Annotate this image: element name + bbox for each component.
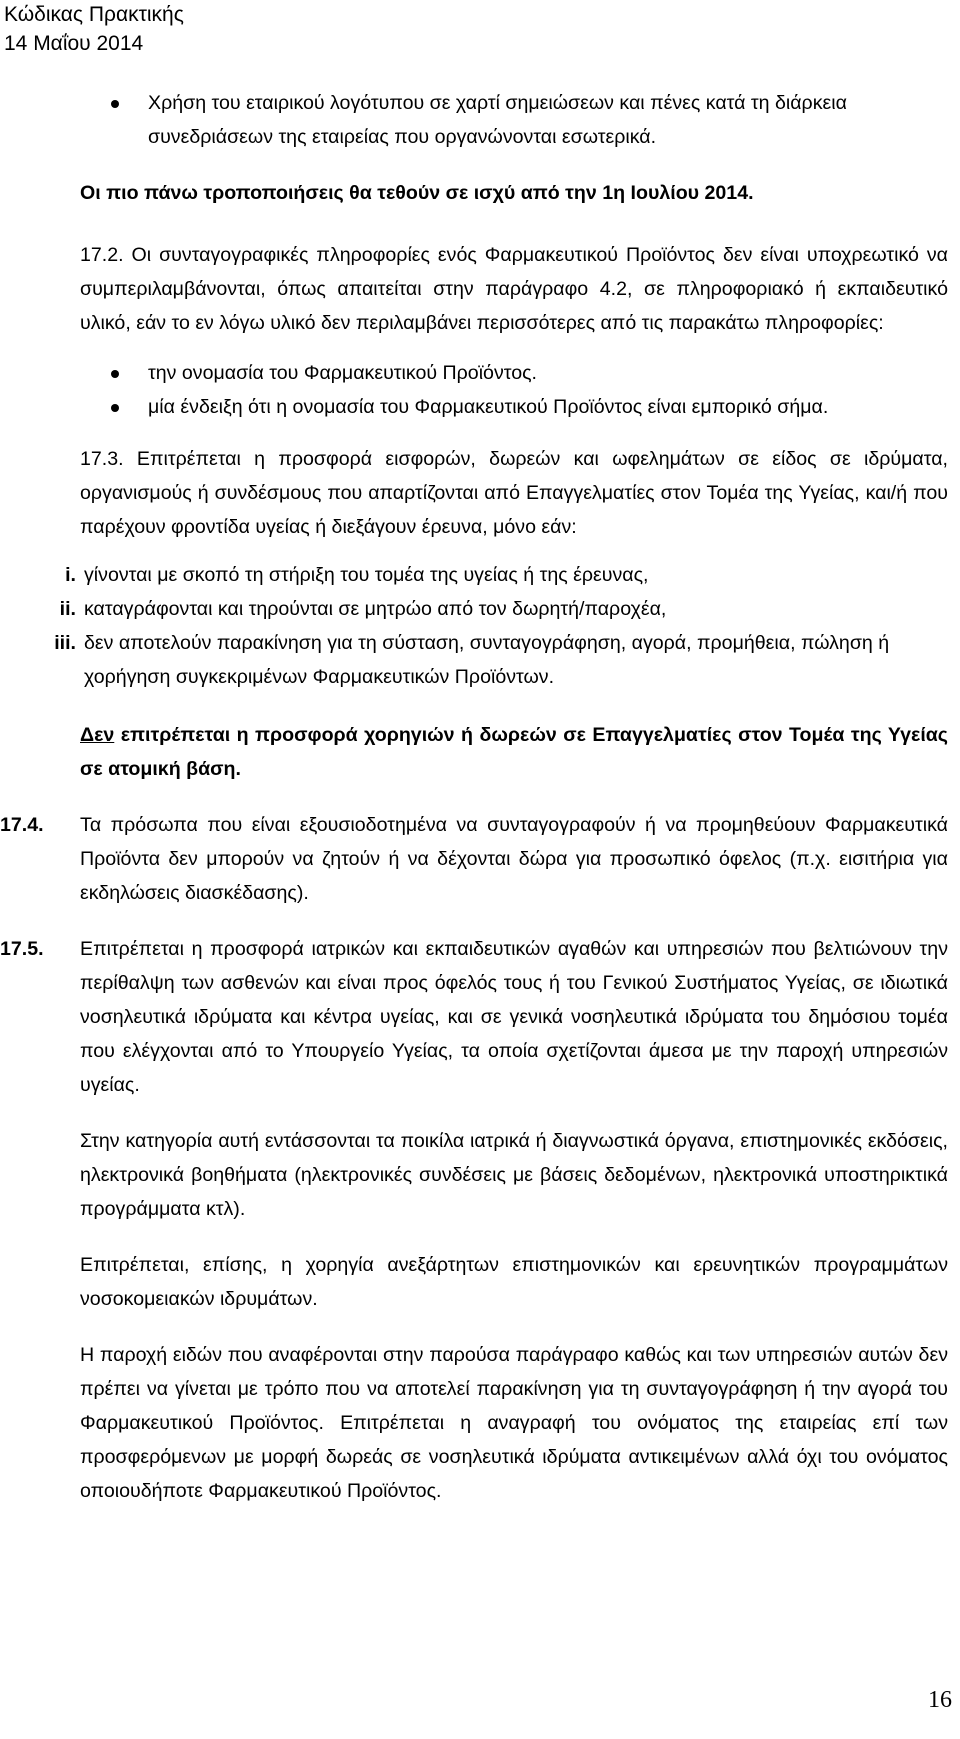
list-item: Χρήση του εταιρικού λογότυπου σε χαρτί σημειώσεων και πένες κατά τη διάρκεια συνεδριάσεων της εταιρείας που οργανώνονται εσωτερικά. xyxy=(80,86,948,154)
bullet-icon xyxy=(111,100,119,108)
section-17-3-text: 17.3. Επιτρέπεται η προσφορά εισφορών, δωρεών και ωφελημάτων σε είδος σε ιδρύματα, οργανισμούς ή συνδέσμους που απαρτίζονται από Επαγγελματίες στον Τομέα της Υγείας, και/ή που παρέχουν φροντίδα υγείας ή διεξάγουν έρευνα, μόνο εάν: xyxy=(80,448,948,538)
section-17-5 xyxy=(0,932,948,1508)
bullet-icon xyxy=(111,370,119,378)
list-item: ii. καταγράφονται και τηρούνται σε μητρώο από τον δωρητή/παροχέα, xyxy=(80,592,948,626)
section-number: 17.4. xyxy=(0,814,44,836)
section-17-5-paragraph: Στην κατηγορία αυτή εντάσσονται τα ποικίλα ιατρικά ή διαγνωστικά όργανα, επιστημονικές εκδόσεις, ηλεκτρονικά βοηθήματα (ηλεκτρονικές συνδέσεις με βάσεις δεδομένων, ηλεκτρονικά υποστηρικτικά προγράμματα κτλ). xyxy=(80,1130,948,1220)
list-item: την ονομασία του Φαρμακευτικού Προϊόντος. xyxy=(80,356,948,390)
effective-date-notice: Οι πιο πάνω τροποποιήσεις θα τεθούν σε ισχύ από την 1η Ιουλίου 2014. xyxy=(80,182,754,204)
section-17-3-conditions xyxy=(54,558,948,694)
list-number: iii. xyxy=(54,632,76,654)
list-number: ii. xyxy=(59,598,76,620)
section-17-4-text: Τα πρόσωπα που είναι εξουσιοδοτημένα να συνταγογραφούν ή να προμηθεύουν Φαρμακευτικά Προϊόντα δεν μπορούν να ζητούν ή να δέχονται δώρα για προσωπικό όφελος (π.χ. εισιτήρια για εκδηλώσεις διασκέδασης). xyxy=(80,814,948,904)
list-item: μία ένδειξη ότι η ονομασία του Φαρμακευτικού Προϊόντος είναι εμπορικό σήμα. xyxy=(80,390,948,424)
list-number: i. xyxy=(65,564,76,586)
section-17-5-paragraph: Η παροχή ειδών που αναφέρονται στην παρούσα παράγραφο καθώς και των υπηρεσιών αυτών δεν πρέπει να γίνεται με τρόπο που να αποτελεί παρακίνηση για τη συνταγογράφηση ή την αγορά του Φαρμακευτικού Προϊόντος. Επιτρέπεται η αναγραφή του ονόματος της εταιρείας επί των προσφερόμενων με μορφή δωρεάς σε νοσηλευτικά ιδρύματα αντικειμένων αλλά όχι του ονόματος οποιουδήποτε Φαρμακευτικού Προϊόντος. xyxy=(80,1344,948,1502)
logo-bullet-list xyxy=(80,86,948,154)
document-title: Κώδικας Πρακτικής xyxy=(4,3,184,26)
prohibition-underlined-word: Δεν xyxy=(80,724,115,746)
section-number: 17.5. xyxy=(0,938,44,960)
section-17-4 xyxy=(0,808,948,910)
document-header xyxy=(4,0,184,58)
section-17-2-bullets xyxy=(80,356,948,424)
section-17-2-text: 17.2. Οι συνταγογραφικές πληροφορίες ενός Φαρμακευτικού Προϊόντος δεν είναι υποχρεωτικό να συμπεριλαμβάνονται, όπως απαιτείται στην παράγραφο 4.2, σε πληροφοριακό ή εκπαιδευτικό υλικό, εάν το εν λόγω υλικό δεν περιλαμβάνει περισσότερες από τις παρακάτω πληροφορίες: xyxy=(80,244,948,334)
list-item: iii. δεν αποτελούν παρακίνηση για τη σύσταση, συνταγογράφηση, αγορά, προμήθεια, πώληση ή χορήγηση συγκεκριμένων Φαρμακευτικών Προϊόντων. xyxy=(80,626,948,694)
prohibition-notice: Δεν επιτρέπεται η προσφορά χορηγιών ή δωρεών σε Επαγγελματίες στον Τομέα της Υγείας σε ατομική βάση. xyxy=(80,724,948,780)
list-item: i. γίνονται με σκοπό τη στήριξη του τομέα της υγείας ή της έρευνας, xyxy=(80,558,948,592)
section-17-5-paragraph: Επιτρέπεται, επίσης, η χορηγία ανεξάρτητων επιστημονικών και ερευνητικών προγραμμάτων νοσοκομειακών ιδρυμάτων. xyxy=(80,1254,948,1310)
bullet-icon xyxy=(111,404,119,412)
page-number: 16 xyxy=(928,1687,952,1713)
section-17-5-paragraph: Επιτρέπεται η προσφορά ιατρικών και εκπαιδευτικών αγαθών και υπηρεσιών που βελτιώνουν την περίθαλψη των ασθενών και είναι προς όφελός τους ή του Γενικού Συστήματος Υγείας, σε ιδιωτικά νοσηλευτικά ιδρύματα και κέντρα υγείας, και σε γενικά νοσηλευτικά ιδρύματα του δημόσιου τομέα που ελέγχονται από το Υπουργείο Υγείας, τα οποία σχετίζονται άμεσα με την παροχή υπηρεσιών υγείας. xyxy=(80,938,948,1096)
document-date: 14 Μαΐου 2014 xyxy=(4,32,144,55)
document-body xyxy=(0,86,948,1508)
